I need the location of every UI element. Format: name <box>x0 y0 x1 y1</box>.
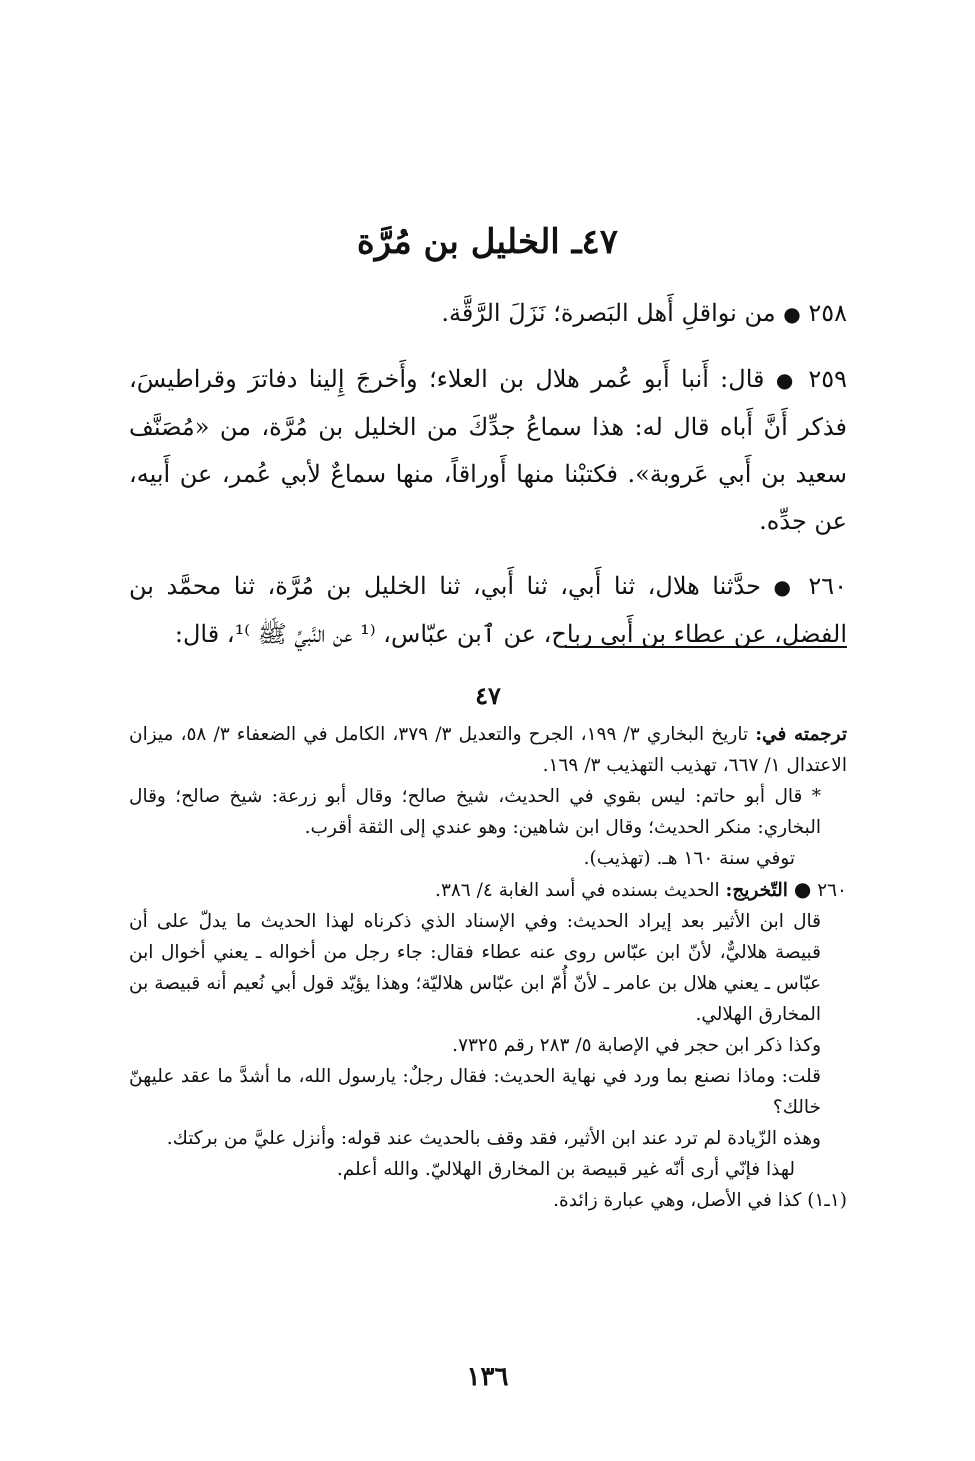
narration-number: ٢٥٩ <box>808 365 848 393</box>
narration-text: حدَّثنا هلال، ثنا أَبي، ثنا أَبي، ثنا الخليل بن مُرَّة، ثنا محمَّد بن الفضل، عن عطاء بن أَبي رباح، عن ٱبن عبّاس، ⁽¹ عن النَّبيِّ ﷺ ⁾¹، قال: <box>129 572 847 648</box>
chapter-title: ٤٧ـ الخليل بن مُرَّة <box>356 222 619 262</box>
footnote-divider <box>565 646 847 648</box>
star-note: * قال أبو حاتم: ليس بقوي في الحديث، شيخ صالح؛ وقال أبو زرعة: شيخ صالح؛ وقال البخاري: منكر الحديث؛ وقال ابن شاهين: وهو عندي إلى الثقة أقرب. <box>129 786 821 838</box>
narration-text: من نواقلِ أَهل البَصرة؛ نَزَلَ الرَّقَّة. <box>441 299 776 327</box>
death-note: توفي سنة ١٦٠ هـ. (تهذيب). <box>583 848 795 869</box>
bullet-icon: ● <box>775 368 797 392</box>
takhrij-number: ٢٦٠ <box>817 880 847 901</box>
commentary-paragraph: لهذا فإنّي أرى أنّه غير قبيصة بن المخارق الهلاليّ. والله أعلم. <box>336 1159 795 1180</box>
narration-text: قال: أَنبا أَبو عُمر هلال بن العلاء؛ وأَخرجَ إِلينا دفاترَ وقراطيسَ، فذكر أَنَّ أَباه قال له: هذا سماعُ جدِّكَ من الخليل بن مُرَّة، من «مُصَنَّف سعيد بن أَبي عَروبة». فكتبْنا منها أَوراقاً، منها سماعٌ لأبي عُمر، عن أَبيه، عن جدِّه. <box>129 365 847 535</box>
bullet-icon: ● <box>793 877 812 901</box>
narration-258 <box>129 290 847 338</box>
commentary-paragraph: وكذا ذكر ابن حجر في الإصابة ٥/ ٢٨٣ رقم ٧٣٢٥. <box>452 1035 821 1056</box>
marginal-note <box>129 1185 847 1216</box>
note-text: كذا في الأصل، وهي عبارة زائدة. <box>553 1190 802 1211</box>
takhrij-label: التّخريج: <box>725 880 788 901</box>
narration-number: ٢٥٨ <box>808 299 847 327</box>
note-marker: (١ـ١) <box>807 1190 847 1211</box>
main-text <box>129 290 847 676</box>
tarjama-text: تاريخ البخاري ٣/ ١٩٩، الجرح والتعديل ٣/ ٣٧٩، الكامل في الضعفاء ٣/ ٥٨، ميزان الاعتدال ١/ ٦٦٧، تهذيب التهذيب ٣/ ١٦٩. <box>129 724 847 776</box>
bullet-icon: ● <box>773 575 796 599</box>
tarjama-label: ترجمته في: <box>755 724 847 745</box>
narration-259 <box>129 356 847 545</box>
commentary-paragraph: قال ابن الأثير بعد إيراد الحديث: وفي الإسناد الذي ذكرناه لهذا الحديث ما يدلّ على أن قبيصة هلاليٌّ، لأنّ ابن عبّاس روى عنه عطاء فقال: جاء رجل من أخواله ـ يعني أخوال ابن عبّاس ـ يعني هلال بن عامر ـ لأنّ أُمّ ابن عبّاس هلاليّة؛ وهذا يؤيّد قول أبي نُعيم أنه قبيصة بن المخارق الهلالي. <box>129 911 821 1025</box>
narration-number: ٢٦٠ <box>808 572 847 600</box>
page-number: ١٣٦ <box>466 1362 509 1392</box>
footnotes <box>129 680 847 1216</box>
narration-260 <box>129 563 847 658</box>
takhrij-line <box>129 874 847 906</box>
commentary-paragraph: وهذه الزّيادة لم ترد عند ابن الأثير، فقد وقف بالحديث عند قوله: وأنزل عليَّ من بركتك. <box>166 1128 821 1149</box>
commentary-paragraph: قلت: وماذا نصنع بما ورد في نهاية الحديث: فقال رجلٌ: يارسول الله، ما أشدَّ ما عقد عليهنّ خالك؟ <box>129 1066 821 1118</box>
footnote-heading: ٤٧ <box>475 681 501 710</box>
takhrij-text: الحديث بسنده في أسد الغابة ٤/ ٣٨٦. <box>435 880 720 901</box>
tarjama-line <box>129 719 847 781</box>
bullet-icon: ● <box>783 302 801 326</box>
